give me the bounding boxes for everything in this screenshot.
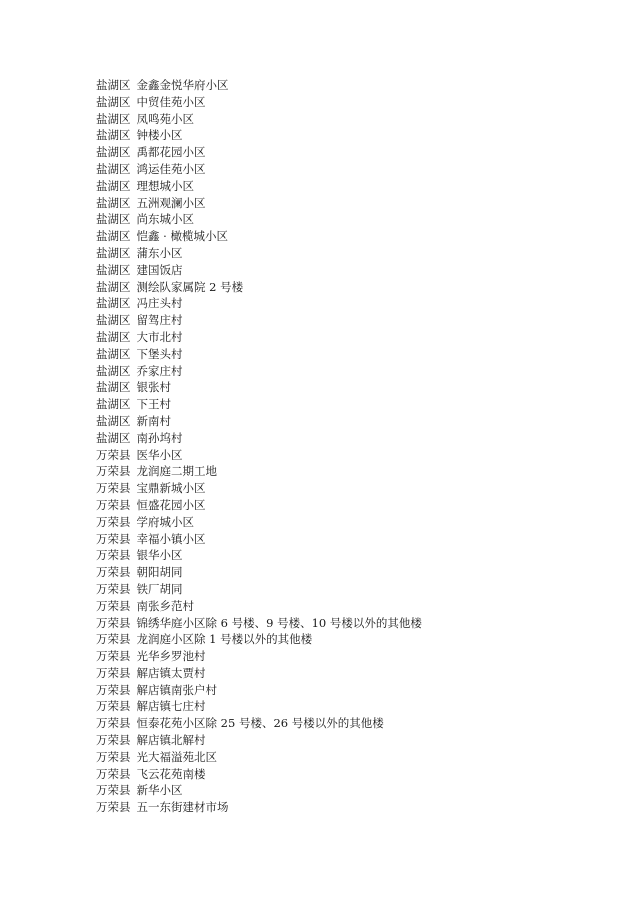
district-name: 盐湖区	[96, 161, 131, 176]
district-name: 万荣县	[96, 682, 131, 697]
place-name: 解店镇七庄村	[136, 699, 206, 714]
district-name: 万荣县	[96, 632, 131, 647]
district-name: 万荣县	[96, 531, 131, 546]
list-item	[96, 363, 422, 380]
place-name: 乔家庄村	[136, 363, 183, 378]
place-name: 下堡头村	[136, 346, 183, 361]
list-item	[96, 329, 422, 346]
place-name: 留驾庄村	[136, 313, 183, 328]
district-name: 万荣县	[96, 716, 131, 731]
district-name: 盐湖区	[96, 346, 131, 361]
list-item	[96, 615, 422, 632]
place-name: 解店镇北解村	[136, 733, 206, 748]
list-item	[96, 144, 422, 161]
list-item	[96, 127, 422, 144]
list-item	[96, 413, 422, 430]
district-name: 盐湖区	[96, 78, 131, 92]
district-name: 盐湖区	[96, 430, 131, 445]
place-name: 凤鸣苑小区	[136, 111, 194, 126]
place-name: 蒲东小区	[136, 245, 183, 260]
place-name: 学府城小区	[136, 514, 194, 529]
place-name: 禹都花园小区	[136, 145, 206, 160]
place-name: 解店镇南张户村	[136, 682, 217, 697]
district-name: 盐湖区	[96, 94, 131, 109]
place-name: 光大福溢苑北区	[136, 749, 217, 764]
list-item	[96, 665, 422, 682]
place-name: 铁厂胡同	[136, 581, 183, 596]
place-name: 解店镇太贾村	[136, 665, 206, 680]
district-name: 盐湖区	[96, 212, 131, 227]
list-item	[96, 631, 422, 648]
location-list	[96, 77, 422, 816]
place-name: 龙润庭二期工地	[136, 464, 217, 479]
district-name: 盐湖区	[96, 329, 131, 344]
district-name: 盐湖区	[96, 245, 131, 260]
place-name: 金鑫金悦华府小区	[136, 78, 229, 92]
district-name: 万荣县	[96, 464, 131, 479]
district-name: 盐湖区	[96, 262, 131, 277]
list-item	[96, 396, 422, 413]
place-name: 测绘队家属院 2 号楼	[136, 279, 244, 294]
place-name: 恺鑫 · 橄榄城小区	[136, 229, 228, 244]
district-name: 万荣县	[96, 481, 131, 496]
list-item	[96, 178, 422, 195]
place-name: 冯庄头村	[136, 296, 183, 311]
place-name: 中贸佳苑小区	[136, 94, 206, 109]
list-item	[96, 262, 422, 279]
list-item	[96, 564, 422, 581]
district-name: 万荣县	[96, 665, 131, 680]
place-name: 新华小区	[136, 783, 183, 798]
list-item	[96, 430, 422, 447]
district-name: 万荣县	[96, 514, 131, 529]
place-name: 大市北村	[136, 329, 183, 344]
place-name: 朝阳胡同	[136, 565, 183, 580]
list-item	[96, 581, 422, 598]
district-name: 万荣县	[96, 783, 131, 798]
list-item	[96, 715, 422, 732]
place-name: 银张村	[136, 380, 171, 395]
place-name: 理想城小区	[136, 178, 194, 193]
district-name: 盐湖区	[96, 413, 131, 428]
place-name: 五一东街建材市场	[136, 800, 229, 815]
place-name: 尚东城小区	[136, 212, 194, 227]
district-name: 盐湖区	[96, 363, 131, 378]
list-item	[96, 598, 422, 615]
list-item	[96, 497, 422, 514]
list-item	[96, 514, 422, 531]
list-item	[96, 346, 422, 363]
list-item	[96, 463, 422, 480]
place-name: 鸿运佳苑小区	[136, 161, 206, 176]
list-item	[96, 547, 422, 564]
district-name: 盐湖区	[96, 296, 131, 311]
list-item	[96, 94, 422, 111]
place-name: 锦绣华庭小区除 6 号楼、9 号楼、10 号楼以外的其他楼	[136, 615, 422, 630]
district-name: 盐湖区	[96, 195, 131, 210]
place-name: 建国饭店	[136, 262, 183, 277]
list-item	[96, 732, 422, 749]
list-item	[96, 531, 422, 548]
place-name: 新南村	[136, 413, 171, 428]
list-item	[96, 782, 422, 799]
district-name: 万荣县	[96, 649, 131, 664]
place-name: 龙润庭小区除 1 号楼以外的其他楼	[136, 632, 313, 647]
district-name: 盐湖区	[96, 111, 131, 126]
list-item	[96, 279, 422, 296]
list-item	[96, 799, 422, 816]
list-item	[96, 698, 422, 715]
place-name: 钟楼小区	[136, 128, 183, 143]
place-name: 南张乡范村	[136, 598, 194, 613]
district-name: 万荣县	[96, 497, 131, 512]
district-name: 万荣县	[96, 699, 131, 714]
place-name: 幸福小镇小区	[136, 531, 206, 546]
place-name: 银华小区	[136, 548, 183, 563]
list-item	[96, 648, 422, 665]
district-name: 盐湖区	[96, 380, 131, 395]
place-name: 下王村	[136, 397, 171, 412]
list-item	[96, 195, 422, 212]
list-item	[96, 111, 422, 128]
district-name: 万荣县	[96, 598, 131, 613]
list-item	[96, 161, 422, 178]
district-name: 盐湖区	[96, 128, 131, 143]
place-name: 宝鼎新城小区	[136, 481, 206, 496]
place-name: 飞云花苑南楼	[136, 766, 206, 781]
list-item	[96, 295, 422, 312]
district-name: 万荣县	[96, 733, 131, 748]
list-item	[96, 245, 422, 262]
district-name: 盐湖区	[96, 397, 131, 412]
district-name: 万荣县	[96, 766, 131, 781]
list-item	[96, 480, 422, 497]
district-name: 盐湖区	[96, 279, 131, 294]
district-name: 盐湖区	[96, 145, 131, 160]
list-item	[96, 379, 422, 396]
list-item	[96, 211, 422, 228]
list-item	[96, 77, 422, 94]
district-name: 万荣县	[96, 581, 131, 596]
district-name: 万荣县	[96, 800, 131, 815]
list-item	[96, 447, 422, 464]
list-item	[96, 766, 422, 783]
district-name: 万荣县	[96, 447, 131, 462]
district-name: 万荣县	[96, 615, 131, 630]
place-name: 五洲观澜小区	[136, 195, 206, 210]
place-name: 医华小区	[136, 447, 183, 462]
place-name: 光华乡罗池村	[136, 649, 206, 664]
place-name: 恒盛花园小区	[136, 497, 206, 512]
district-name: 盐湖区	[96, 229, 131, 244]
district-name: 万荣县	[96, 548, 131, 563]
district-name: 万荣县	[96, 565, 131, 580]
list-item	[96, 749, 422, 766]
place-name: 南孙坞村	[136, 430, 183, 445]
district-name: 盐湖区	[96, 178, 131, 193]
place-name: 恒泰花苑小区除 25 号楼、26 号楼以外的其他楼	[136, 716, 384, 731]
list-item	[96, 312, 422, 329]
list-item	[96, 228, 422, 245]
list-item	[96, 682, 422, 699]
district-name: 万荣县	[96, 749, 131, 764]
district-name: 盐湖区	[96, 313, 131, 328]
